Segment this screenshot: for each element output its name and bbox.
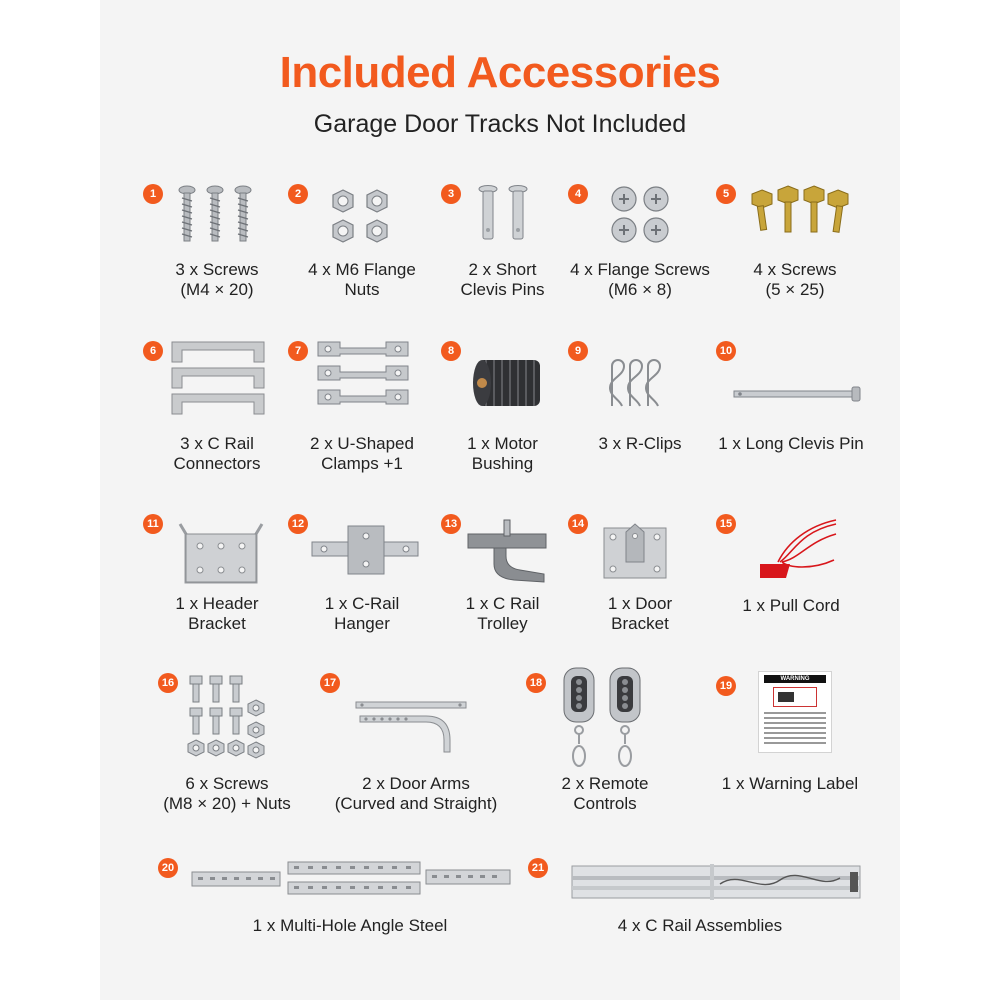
page-panel	[100, 0, 900, 1000]
item-caption: 1 x C-Rail Hanger	[324, 594, 400, 633]
angle-steel-icon	[188, 860, 518, 898]
item-badge: 10	[716, 341, 736, 361]
item-badge: 4	[568, 184, 588, 204]
item-badge: 1	[143, 184, 163, 204]
self-drilling-screw-icon	[746, 184, 856, 250]
long-clevis-pin-icon	[730, 384, 864, 404]
warning-label-heading: WARNING	[764, 675, 826, 683]
item-badge: 19	[716, 676, 736, 696]
item-badge: 18	[526, 673, 546, 693]
item-caption: 2 x Short Clevis Pins	[460, 260, 545, 299]
item-caption: 4 x Flange Screws (M6 × 8)	[570, 260, 710, 299]
item-caption: 1 x Long Clevis Pin	[718, 434, 864, 453]
c-rail-hanger-icon	[310, 520, 420, 580]
page-title: Included Accessories	[279, 48, 721, 97]
item-badge: 16	[158, 673, 178, 693]
item-badge: 17	[320, 673, 340, 693]
header-bracket-icon	[174, 522, 268, 584]
flange-screw-icon	[608, 184, 672, 246]
u-clamp-icon	[316, 338, 410, 410]
no-entry-sign-icon	[773, 687, 817, 707]
item-badge: 15	[716, 514, 736, 534]
item-badge: 13	[441, 514, 461, 534]
item-caption: 6 x Screws (M8 × 20) + Nuts	[163, 774, 291, 813]
item-caption: 1 x Multi-Hole Angle Steel	[252, 916, 448, 935]
item-caption: 4 x M6 Flange Nuts	[308, 260, 416, 299]
r-clip-icon	[600, 354, 664, 410]
item-badge: 3	[441, 184, 461, 204]
item-badge: 21	[528, 858, 548, 878]
remote-control-icon	[560, 666, 646, 772]
c-rail-connector-icon	[170, 338, 266, 420]
page-subtitle: Garage Door Tracks Not Included	[313, 110, 687, 138]
bolts-nuts-icon	[182, 674, 270, 766]
item-badge: 8	[441, 341, 461, 361]
item-badge: 6	[143, 341, 163, 361]
item-caption: 4 x C Rail Assemblies	[617, 916, 783, 935]
item-badge: 14	[568, 514, 588, 534]
item-badge: 20	[158, 858, 178, 878]
item-badge: 5	[716, 184, 736, 204]
item-caption: 3 x C Rail Connectors	[173, 434, 261, 473]
c-rail-assembly-icon	[570, 862, 862, 902]
clevis-pin-icon	[474, 184, 534, 246]
motor-bushing-icon	[468, 356, 546, 412]
flange-nut-icon	[326, 186, 396, 248]
trolley-icon	[464, 518, 550, 584]
pull-cord-icon	[752, 516, 842, 582]
item-caption: 4 x Screws (5 × 25)	[753, 260, 837, 299]
item-caption: 3 x R-Clips	[598, 434, 682, 453]
item-badge: 7	[288, 341, 308, 361]
item-caption: 1 x Door Bracket	[607, 594, 673, 633]
item-caption: 3 x Screws (M4 × 20)	[175, 260, 259, 299]
item-caption: 1 x Warning Label	[721, 774, 859, 793]
item-caption: 1 x C Rail Trolley	[465, 594, 540, 633]
door-bracket-icon	[600, 522, 670, 580]
item-caption: 2 x U-Shaped Clamps +1	[310, 434, 414, 473]
screw-icon	[172, 184, 262, 250]
item-caption: 2 x Door Arms (Curved and Straight)	[334, 774, 498, 813]
item-caption: 2 x Remote Controls	[561, 774, 649, 813]
item-badge: 9	[568, 341, 588, 361]
item-badge: 12	[288, 514, 308, 534]
warning-label-icon	[758, 671, 832, 753]
item-badge: 2	[288, 184, 308, 204]
item-badge: 11	[143, 514, 163, 534]
item-caption: 1 x Pull Cord	[742, 596, 840, 615]
item-caption: 1 x Header Bracket	[175, 594, 259, 633]
item-caption: 1 x Motor Bushing	[467, 434, 538, 473]
door-arm-icon	[352, 696, 472, 756]
